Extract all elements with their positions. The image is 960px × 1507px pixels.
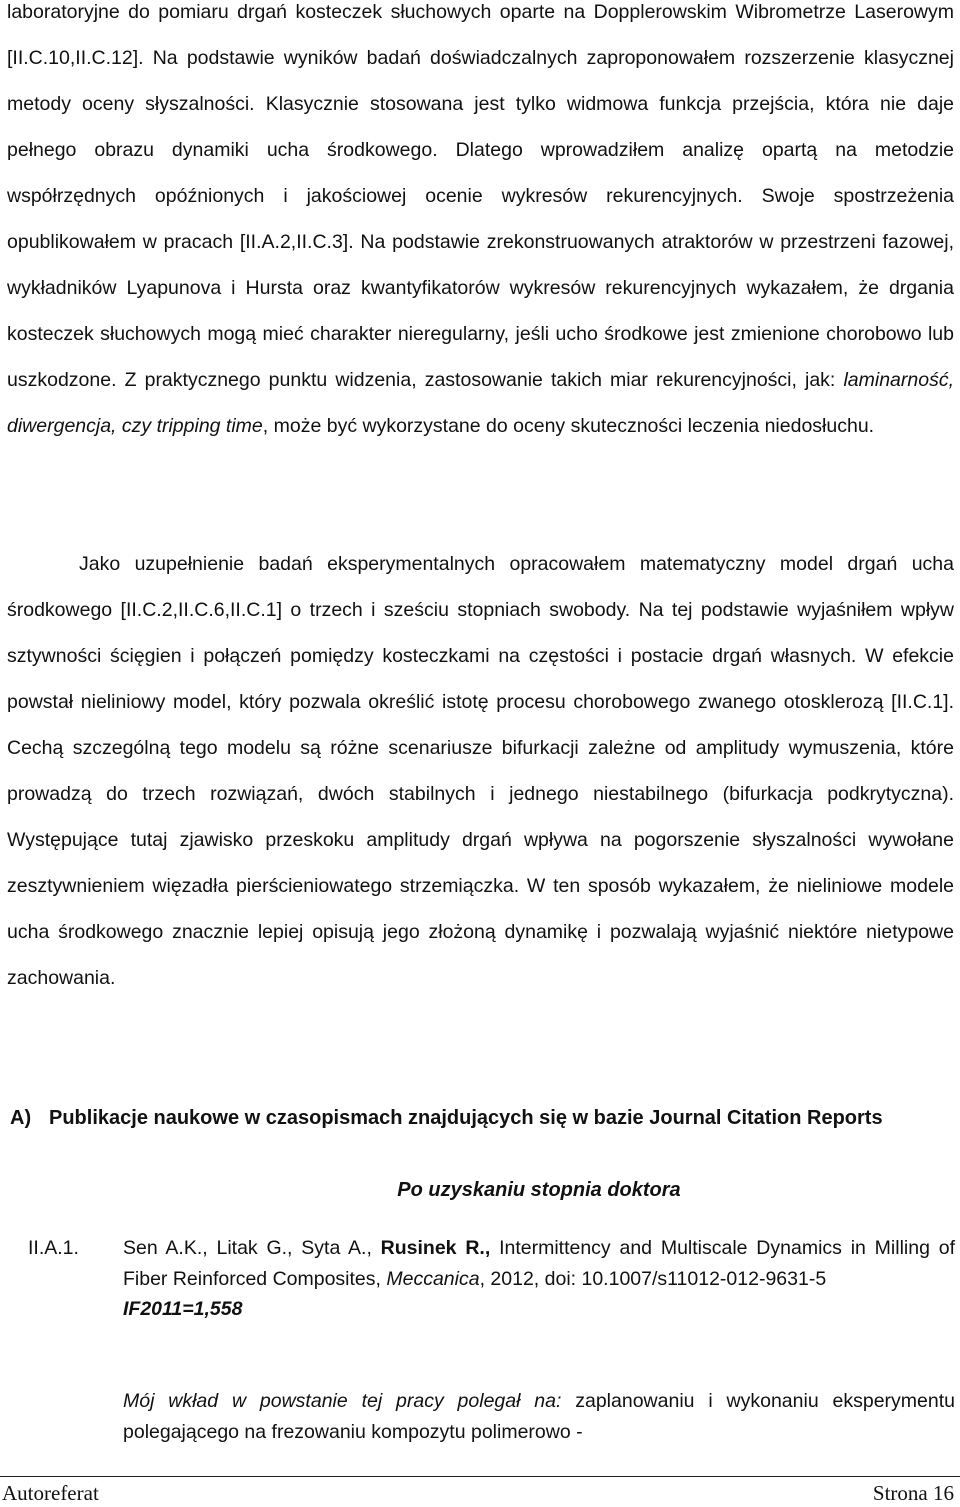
body-paragraph-2: Jako uzupełnienie badań eksperymentalnych opracowałem matematyczny model drgań ucha środkowego [II.C.2,II.C.6,II.C.1] o trzech i sześciu stopniach swobody. Na tej podstawie wyjaśniłem wpływ sztywności ścięgien i połączeń pomiędzy kosteczkami na częstości i postacie drgań własnych. W efekcie powstał nieliniowy model, który pozwala określić istotę procesu chorobowego zwanego otosklerozą [II.C.1]. Cechą szczególną tego modelu są różne scenariusze bifurkacji zależne od amplitudy wymuszenia, które prowadzą do trzech rozwiązań, dwóch stabilnych i jednego niestabilnego (bifurkacja podkrytyczna). Występujące tutaj zjawisko przeskoku amplitudy drgań wpływa na pogorszenie słyszalności wywołane zesztywnieniem więzadła pierścieniowatego strzemiączka. W ten sposób wykazałem, że nieliniowe modele ucha środkowego znacznie lepiej opisują jego złożoną dynamikę i pozwalają wyjaśnić niektóre nietypowe zachowania. [7,553,954,989]
contribution-paragraph [123,1386,955,1447]
footer-divider [0,1476,960,1477]
paragraph-1-text-end: , może być wykorzystane do oceny skuteczności leczenia niedosłuchu. [262,415,875,437]
publication-comma: , [484,1237,491,1259]
paragraph-1-text: laboratoryjne do pomiaru drgań kosteczek słuchowych oparte na Dopplerowskim Wibrometrze Laserowym [II.C.10,II.C.12]. Na podstawie wyników badań doświadczalnych zaproponowałem rozszerzenie klasycznej metody oceny słyszalności. Klasycznie stosowana jest tylko widmowa funkcja przejścia, która nie daje pełnego obrazu dynamiki ucha środkowego. Dlatego wprowadziłem analizę opartą na metodzie współrzędnych opóźnionych i jakościowej ocenie wykresów rekurencyjnych. Swoje spostrzeżenia opublikowałem w pracach [II.A.2,II.C.3]. Na podstawie zrekonstruowanych atraktorów w przestrzeni fazowej, wykładników Lyapunova i Hursta oraz kwantyfikatorów wykresów rekurencyjnych wykazałem, że drgania kosteczek słuchowych mogą mieć charakter nieregularny, jeśli ucho środkowe jest zmienione chorobowo lub uszkodzone. Z praktycznego punktu widzenia, zastosowanie takich miar rekurencyjności, jak: [7,1,954,391]
contribution-label: Mój wkład w powstanie tej pracy polegał na: [123,1390,562,1412]
section-heading [10,1104,955,1132]
section-letter: A) [10,1107,32,1129]
body-paragraph-1 [7,0,954,449]
publication-entry [123,1233,955,1325]
section-subtitle: Po uzyskaniu stopnia doktora [397,1179,681,1201]
section-title: Publikacje naukowe w czasopismach znajdujących się w bazie Journal Citation Reports [49,1107,883,1129]
footer-document-name: Autoreferat [2,1481,99,1505]
paragraph-1-italic-terms: laminarność, diwergencja, czy tripping time [7,369,954,437]
publication-impact-factor: IF2011=1,558 [123,1298,243,1320]
publication-number: II.A.1. [28,1237,79,1259]
publication-details: , 2012, doi: 10.1007/s11012-012-9631-5 [479,1267,827,1290]
publication-journal: Meccanica [386,1267,480,1290]
publication-title: Intermittency and Multiscale Dynamics in Milling of Fiber Reinforced Composites, [123,1237,956,1290]
publication-authors: Sen A.K., Litak G., Syta A., [123,1237,381,1259]
contribution-text: zaplanowaniu i wykonaniu eksperymentu polegającego na frezowaniu kompozytu polimerowo - [123,1390,955,1443]
publication-author-highlight: Rusinek R. [380,1237,485,1259]
footer-page-number: Strona 16 [872,1481,954,1505]
